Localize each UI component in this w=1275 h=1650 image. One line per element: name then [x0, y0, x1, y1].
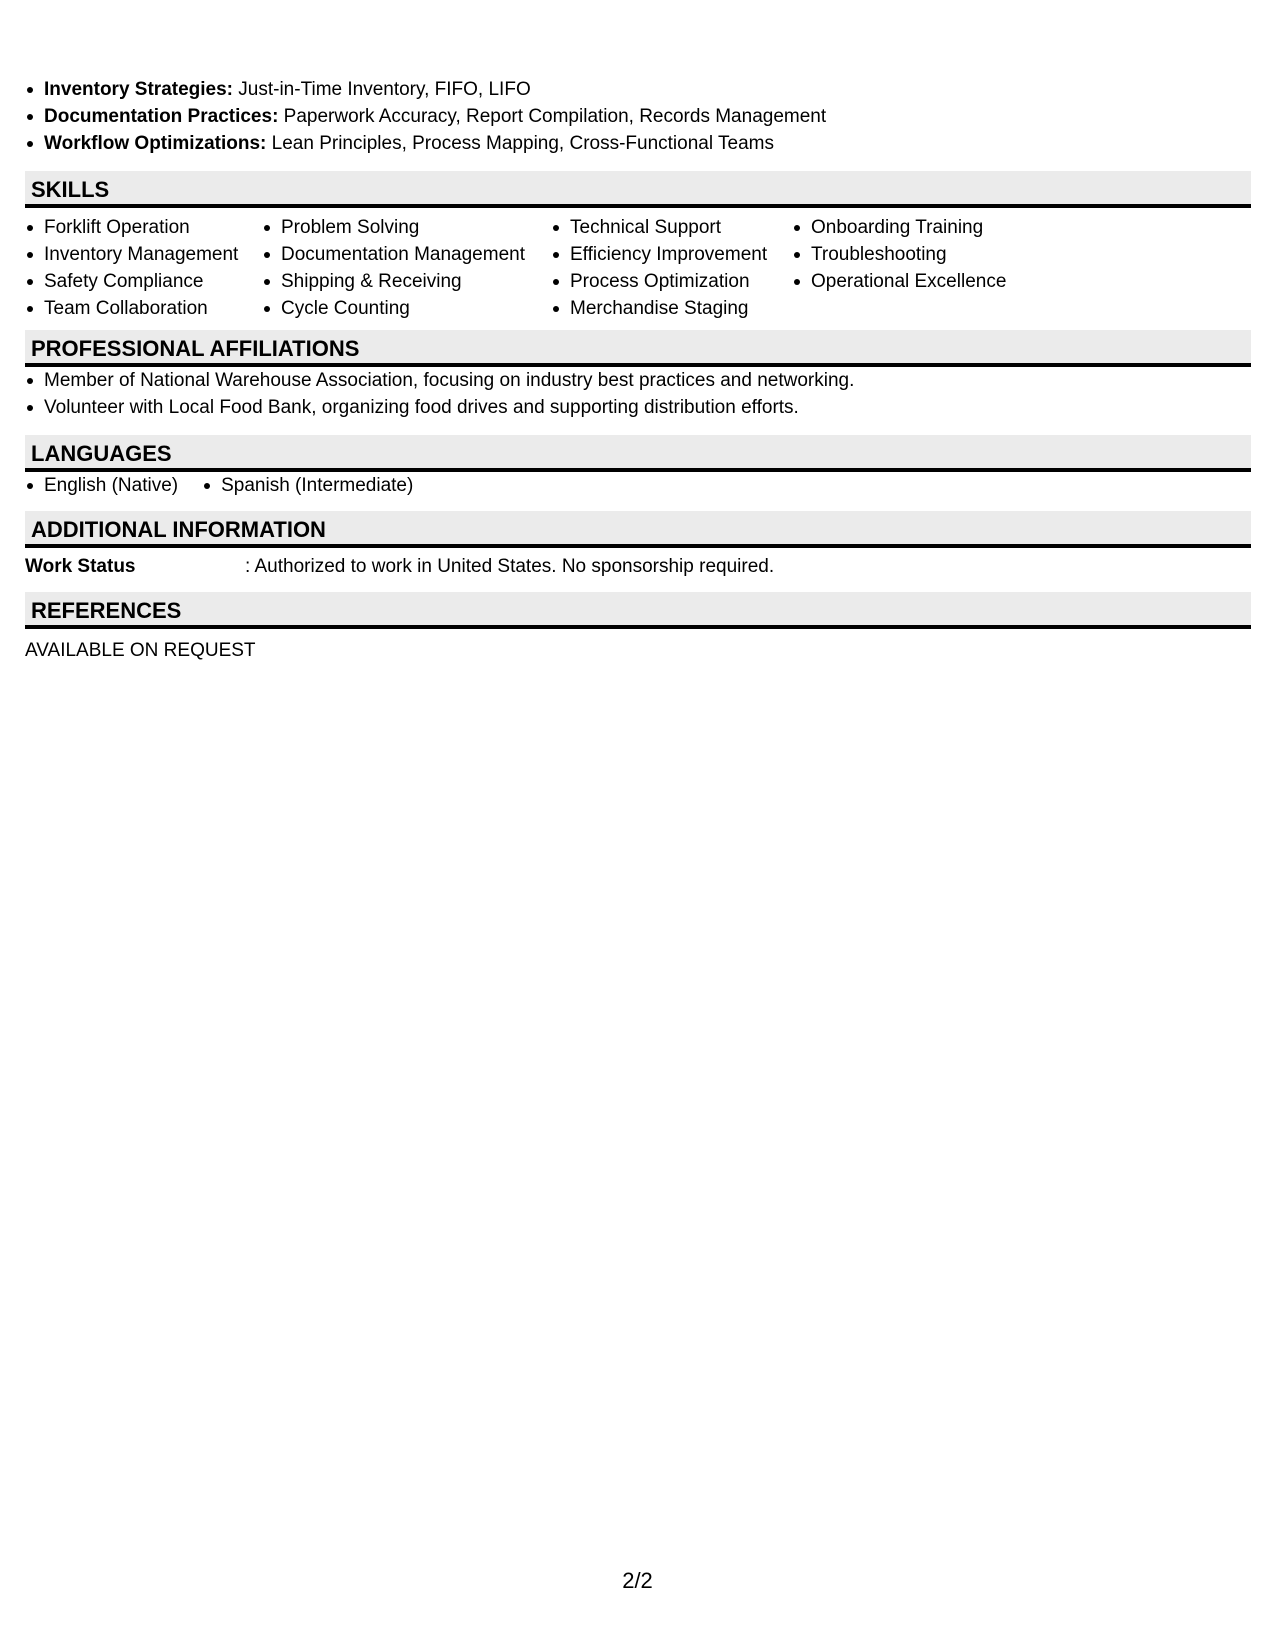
languages-list — [25, 472, 1251, 499]
skills-column — [792, 214, 1052, 322]
bullet-text: Paperwork Accuracy, Report Compilation, Records Management — [278, 106, 827, 127]
page-number: 2/2 — [622, 1568, 653, 1593]
skills-column — [551, 214, 792, 322]
bullet-text: Just-in-Time Inventory, FIFO, LIFO — [233, 79, 531, 100]
affiliations-list — [25, 367, 1251, 421]
affiliation-item: Volunteer with Local Food Bank, organizing food drives and supporting distribution efforts. — [25, 394, 1251, 421]
resume-page — [25, 76, 1251, 664]
skill-item: Technical Support — [551, 214, 792, 241]
skill-item: Shipping & Receiving — [262, 268, 551, 295]
bullet-label: Workflow Optimizations: — [44, 133, 267, 154]
skill-item: Team Collaboration — [25, 295, 262, 322]
skill-item: Operational Excellence — [792, 268, 1052, 295]
intro-bullet-list — [25, 76, 1251, 157]
skill-item: Process Optimization — [551, 268, 792, 295]
skill-item: Problem Solving — [262, 214, 551, 241]
skill-item: Safety Compliance — [25, 268, 262, 295]
section-heading-references: REFERENCES — [25, 592, 1251, 629]
language-item: English (Native) — [25, 472, 178, 499]
section-heading-skills: SKILLS — [25, 171, 1251, 208]
work-status-value: : Authorized to work in United States. No sponsorship required. — [245, 556, 775, 577]
skills-column — [262, 214, 551, 322]
bullet-text: Lean Principles, Process Mapping, Cross-Functional Teams — [266, 133, 774, 154]
skill-item: Forklift Operation — [25, 214, 262, 241]
section-heading-additional-information: ADDITIONAL INFORMATION — [25, 511, 1251, 548]
affiliation-item: Member of National Warehouse Association, focusing on industry best practices and networking. — [25, 367, 1251, 394]
work-status-label: Work Status — [25, 556, 136, 577]
section-heading-languages: LANGUAGES — [25, 435, 1251, 472]
skill-item: Cycle Counting — [262, 295, 551, 322]
work-status-row — [25, 548, 1251, 580]
skill-item: Efficiency Improvement — [551, 241, 792, 268]
references-text: AVAILABLE ON REQUEST — [25, 640, 256, 661]
skill-item: Troubleshooting — [792, 241, 1052, 268]
skills-column — [25, 214, 262, 322]
section-heading-affiliations: PROFESSIONAL AFFILIATIONS — [25, 330, 1251, 367]
list-item — [25, 103, 1251, 130]
skill-item: Merchandise Staging — [551, 295, 792, 322]
language-item: Spanish (Intermediate) — [202, 472, 413, 499]
list-item — [25, 76, 1251, 103]
bullet-label: Documentation Practices: — [44, 106, 279, 127]
skills-grid — [25, 208, 1251, 322]
list-item — [25, 130, 1251, 157]
skill-item: Onboarding Training — [792, 214, 1052, 241]
bullet-label: Inventory Strategies: — [44, 79, 233, 100]
skill-item: Inventory Management — [25, 241, 262, 268]
skill-item: Documentation Management — [262, 241, 551, 268]
